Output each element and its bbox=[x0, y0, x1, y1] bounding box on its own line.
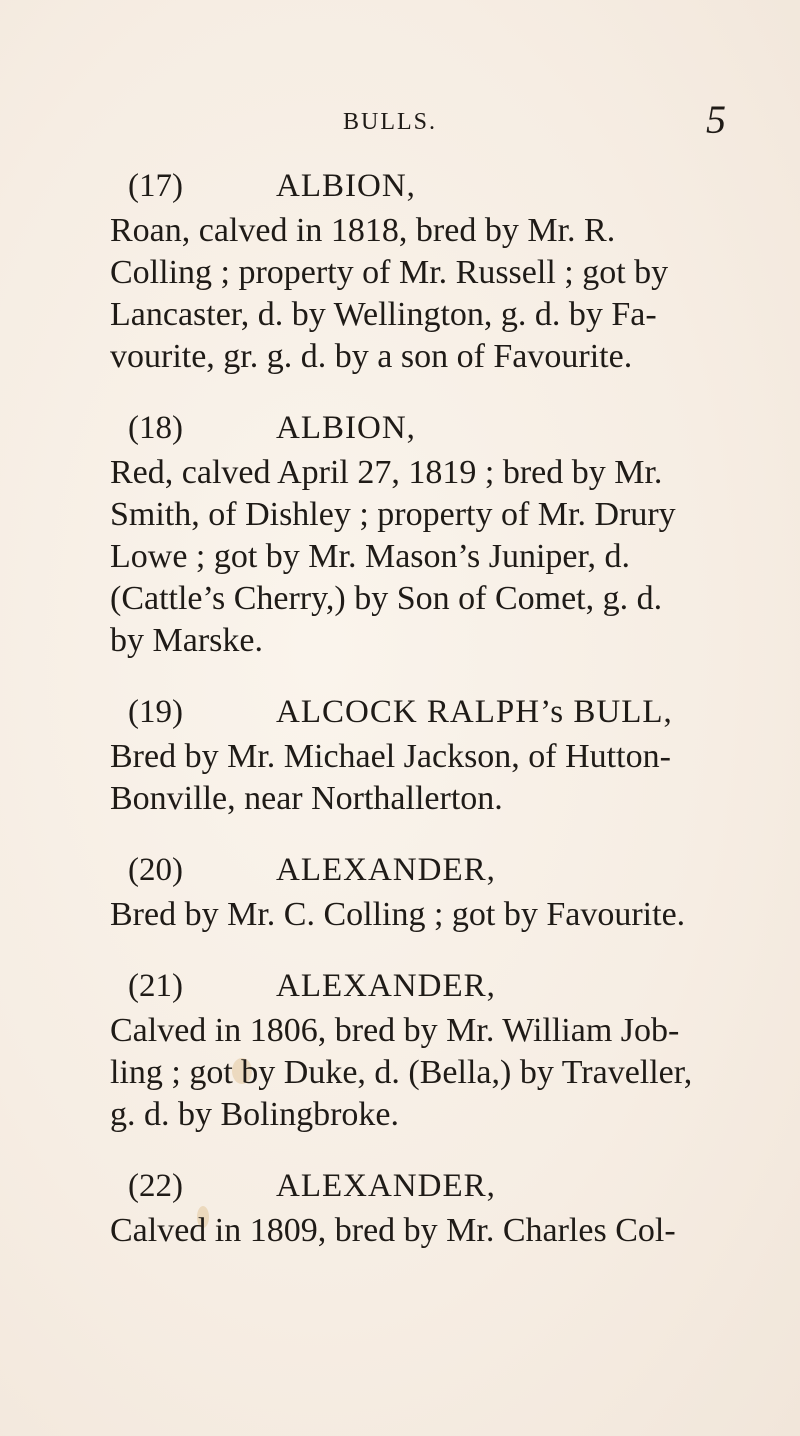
entry-line: Calved in 1809, bred by Mr. Charles Col- bbox=[110, 1212, 676, 1249]
entry-number: (21) bbox=[128, 968, 183, 1004]
entry-line: Red, calved April 27, 1819 ; bred by Mr. bbox=[110, 454, 663, 491]
entry-line: Lowe ; got by Mr. Mason’s Juniper, d. bbox=[110, 538, 630, 575]
bull-entry bbox=[110, 962, 710, 1136]
entry-heading bbox=[110, 688, 710, 736]
entry-heading bbox=[110, 846, 710, 894]
entry-description bbox=[110, 1210, 710, 1252]
entry-line: g. d. by Bolingbroke. bbox=[110, 1096, 399, 1133]
entry-heading bbox=[110, 962, 710, 1010]
entry-heading bbox=[110, 404, 710, 452]
entry-number: (18) bbox=[128, 410, 183, 446]
entry-name: ALEXANDER, bbox=[276, 968, 496, 1004]
page-header bbox=[110, 97, 726, 142]
entry-name: ALBION, bbox=[276, 410, 416, 446]
entry-description bbox=[110, 894, 710, 936]
entry-name: ALCOCK RALPH’s BULL, bbox=[276, 694, 673, 730]
entry-description bbox=[110, 1010, 710, 1136]
bull-entry bbox=[110, 162, 710, 378]
entry-heading bbox=[110, 162, 710, 210]
entry-line: (Cattle’s Cherry,) by Son of Comet, g. d. bbox=[110, 580, 663, 617]
page-number: 5 bbox=[706, 97, 726, 142]
bull-entry bbox=[110, 404, 710, 662]
bull-entry bbox=[110, 688, 710, 820]
entry-line: Calved in 1806, bred by Mr. William Job- bbox=[110, 1012, 680, 1049]
entry-name: ALBION, bbox=[276, 168, 416, 204]
entry-line: Bred by Mr. C. Colling ; got by Favourite. bbox=[110, 896, 686, 933]
entry-line: by Marske. bbox=[110, 622, 263, 659]
entry-line: Lancaster, d. by Wellington, g. d. by Fa- bbox=[110, 296, 657, 333]
entry-line: Bonville, near Northallerton. bbox=[110, 780, 503, 817]
entry-description bbox=[110, 210, 710, 378]
entry-number: (19) bbox=[128, 694, 183, 730]
running-title: BULLS. bbox=[343, 109, 438, 135]
entry-line: Colling ; property of Mr. Russell ; got by bbox=[110, 254, 669, 291]
entry-list bbox=[110, 162, 710, 1278]
entry-heading bbox=[110, 1162, 710, 1210]
entry-name: ALEXANDER, bbox=[276, 852, 496, 888]
bull-entry bbox=[110, 846, 710, 936]
entry-number: (17) bbox=[128, 168, 183, 204]
entry-line: Roan, calved in 1818, bred by Mr. R. bbox=[110, 212, 616, 249]
bull-entry bbox=[110, 1162, 710, 1252]
entry-description bbox=[110, 452, 710, 662]
entry-line: ling ; got by Duke, d. (Bella,) by Traveller, bbox=[110, 1054, 693, 1091]
entry-number: (22) bbox=[128, 1168, 183, 1204]
entry-description bbox=[110, 736, 710, 820]
entry-line: Smith, of Dishley ; property of Mr. Drury bbox=[110, 496, 676, 533]
entry-line: vourite, gr. g. d. by a son of Favourite. bbox=[110, 338, 633, 375]
entry-number: (20) bbox=[128, 852, 183, 888]
entry-name: ALEXANDER, bbox=[276, 1168, 496, 1204]
entry-line: Bred by Mr. Michael Jackson, of Hutton- bbox=[110, 738, 671, 775]
